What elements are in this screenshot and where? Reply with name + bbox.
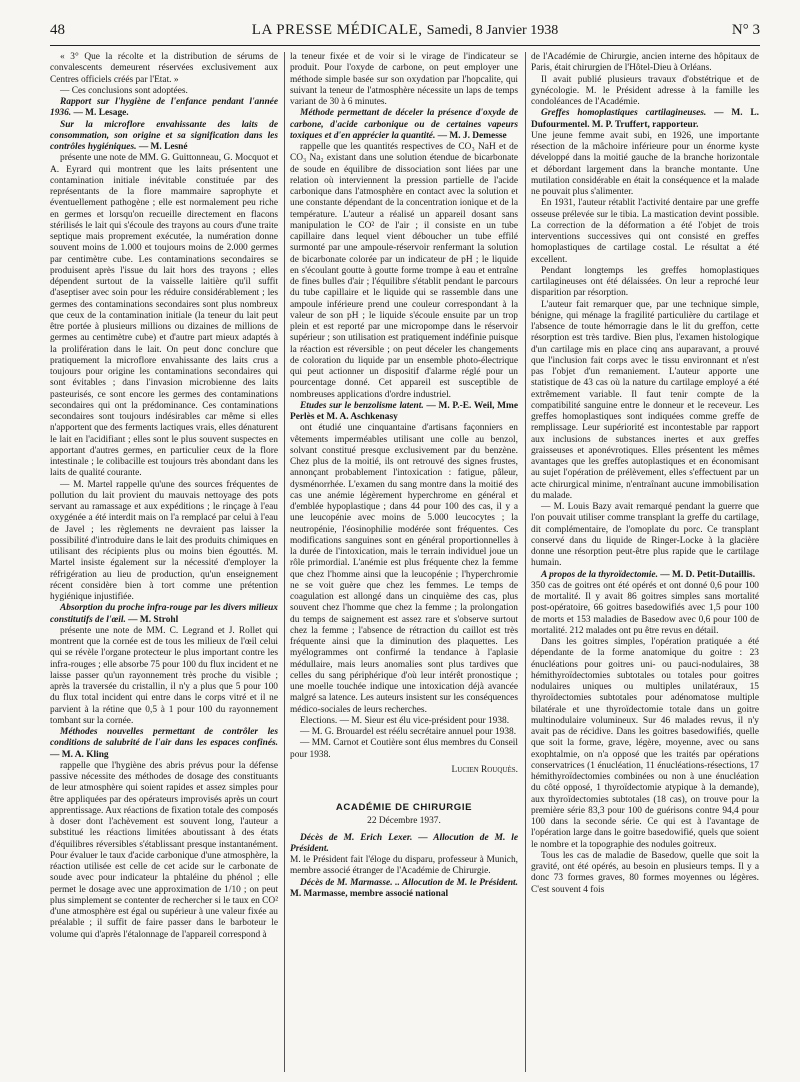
- paragraph: présente une note de MM. G. Guittonneau, G. Mocquot et A. Eyrard qui montrent que les laits présentent une contamination initiale inévitable constituée par des représentants de la flore mammaire saprophyte et éventuellement pathogène ; elle est normalement peu riche en germes et lorsqu'on recueille directement en flacons stérilisés le lait qui s'écoule des trayons au cours d'une traite septique mais proprement exécutée, la numération donne souvent moins de 1.000 et toujours moins de 2.000 germes par centimètre cube. Les contaminations secondaires se produisent après l'issue du lait hors des trayons ; elles dépendent surtout de la vaisselle laitière qu'il suffit d'aseptiser avec soin pour les réduire considérablement ; les germes des contaminations secondaires sont plus nombreux que ceux de la contamination initiale (la teneur du lait peut être portée à plusieurs millions ou dizaines de millions de germes au centimètre cube) et d'autre part mieux adaptés à la prolifération dans le lait. On peut donc conclure que pratiquement la microflore envahissante des laits crus a toujours pour origine les contaminations secondaires qui sont évitables ; dans l'invasion microbienne des laits pasteurisés, ce sont encore les germes des contaminations secondaires qui ont la prédominance. Ces contaminations secondaires sont toujours indésirables car même si elles n'apportent que des ferments lactiques vrais, elles dénaturent le lait en l'acidifiant ; elles sont le plus souvent suspectes en apportant d'autres germes, en particulier ceux de la flore intestinale ; le colibacille est toujours très abondant dans les laits de qualité courante.: [50, 153, 278, 479]
- paragraph: — M. Louis Bazy avait remarqué pendant la guerre que l'on pouvait utiliser comme transplant la greffe du cartilage, dit complémentaire, de l'omoplate du porc. Ce transplant conservé dans du liquide de Ringer-Locke à la glacière donne une résorption peut-être plus rapide que le cartilage humain.: [531, 502, 759, 569]
- journal-name: LA PRESSE MÉDICALE,: [251, 22, 423, 38]
- article-author: — M. P.-E. Weil, Mme Perlès et M. A. Aschkenasy: [290, 400, 518, 422]
- article-heading: [531, 570, 759, 581]
- article-title: Méthode permettant de déceler la présence d'oxyde de carbone, d'acide carbonique ou de certaines vapeurs toxiques et d'en apprécier la quantité.: [290, 108, 518, 141]
- article-heading: [50, 727, 278, 761]
- section-date: 22 Décembre 1937.: [367, 816, 441, 827]
- article-title: Méthodes nouvelles permettant de contrôler les conditions de salubrité de l'air dans les espaces confinés.: [50, 727, 278, 749]
- article-title: Absorption du proche infra-rouge par les divers milieux constitutifs de l'œil.: [50, 603, 278, 625]
- paragraph: rappelle que les quantités respectives de CO₃ NaH et de CO₃ Na₂ existant dans une solution étendue de bicarbonate de soude en équilibre de dissociation sont liées par une relation où interviennent la pression partielle de l'acide carbonique dans l'atmosphère en contact avec la solution et une constante dépendant de la concentration ionique et de la température. L'auteur a réalisé un appareil dosant sans manipulation le CO² de l'air ; il consiste en un tube capillaire dans lequel vient déboucher un tube effilé surmonté par une ampoule-réservoir renfermant la solution de bicarbonate colorée par un indicateur de pH ; le liquide en s'écoulant goutte à goutte forme trompe à eau et entraîne de fines bulles d'air ; l'équilibre s'établit pendant le parcours du tube capillaire et le liquide qui se rassemble dans une ampoule inférieure prend une couleur correspondant à la valeur de son pH ; le liquide s'écoule ensuite par un trop plein et est reporté par une micropompe dans le réservoir supérieur ; son utilisation est pratiquement indéfinie puisque la réaction est réversible ; on peut déceler les changements de coloration du liquide par un ensemble photo-électrique qui peut actionner un dispositif d'alarme réglé pour un pourcentage donné. Cet appareil est susceptible de nombreuses applications d'ordre industriel.: [290, 142, 518, 400]
- column-divider: [284, 52, 285, 1072]
- article-heading: [290, 108, 518, 142]
- article-heading: [290, 878, 518, 901]
- paragraph: rappelle que l'hygiène des abris prévus pour la défense passive nécessite des méthodes de dosage des constituants de leur atmosphère qui soient rapides et assez simples pour être appliquées par des opérateurs improvisés après un court apprentissage. Aux réactions de fixation totale des composés à doser dont l'achèvement est souvent long, l'auteur a substitué les réactions limitées aboutissant à des états d'équilibres réversibles s'établissant presque instantanément. Pour évaluer le taux d'acide carbonique d'une atmosphère, la réaction utilisée est celle de cet acide sur le carbonate de soude avec pour indicateur la phtaléine du phénol ; elle permet le dosage avec une approximation de 1/10 ; on peut plus simplement se contenter de rechercher si le taux en CO² d'une atmosphère est égal ou supérieur à une valeur fixée au préalable ; il suffit de faire passer dans le barboteur le volume qui d'après l'étalonnage de l'appareil correspond à: [50, 760, 278, 940]
- column-divider: [525, 52, 526, 1072]
- article-heading: [50, 120, 278, 154]
- issue-number: N° 3: [731, 22, 760, 38]
- section-heading: ACADÉMIE DE CHIRURGIE: [335, 802, 473, 813]
- article-heading: [50, 603, 278, 626]
- paragraph: — Ces conclusions sont adoptées.: [60, 85, 188, 96]
- paragraph: — MM. Carnot et Coutière sont élus membres du Conseil pour 1938.: [290, 738, 518, 760]
- article-title: A propos de la thyroïdectomie.: [541, 569, 658, 580]
- paragraph: Une jeune femme avait subi, en 1926, une importante résection de la mâchoire inférieure pour un énorme kyste développé dans la moitié gauche de la branche horizontale et débordant largement dans la branche montante. Une mutilation considérable en était la conséquence et la malade ne pouvait plus s'alimenter.: [531, 130, 759, 197]
- column-left: [50, 52, 278, 941]
- journal-title-line: [50, 22, 760, 39]
- paragraph: Il avait publié plusieurs travaux d'obstétrique et de gynécologie. M. le Président adresse à la famille les condoléances de l'Académie.: [531, 74, 759, 107]
- article-author: — M. J. Demesse: [435, 130, 507, 141]
- article-title: Décès de M. Marmasse. .. Allocution de M. le Président.: [300, 877, 518, 888]
- paragraph: Tous les cas de maladie de Basedow, quelle que soit la gravité, ont été opérés, au besoin en plusieurs temps. Il y a donc 73 formes graves, 80 formes moyennes ou légères. C'est souvent 4 fois: [531, 850, 759, 895]
- article-author: — M. Strohl: [125, 614, 179, 625]
- running-header: [50, 22, 760, 44]
- paragraph: Pendant longtemps les greffes homoplastiques cartilagineuses ont été délaissées. On leur a reproché leur disparition par résorption.: [531, 265, 759, 299]
- article-title: Etudes sur le benzolisme latent.: [300, 400, 424, 411]
- article-title: Greffes homoplastiques cartilagineuses.: [541, 108, 707, 119]
- article-author: — M. Lesage.: [71, 108, 129, 119]
- column-right: [531, 52, 759, 896]
- paragraph: — M. Martel rappelle qu'une des sources fréquentes de pollution du lait provient du mauvais nettoyage des pots servant au ramassage et aux expéditions ; le rinçage à l'eau oxygénée a été interdit mais on l'a remplacé par celui à l'eau de Javel ; les règlements ne devraient pas laisser la possibilité d'introduire dans le lait des produits chimiques en utilisant des récipients plus ou moins bien égouttés. M. Martel insiste également sur la nécessité d'employer la réfrigération au lieu de production, qu'un enseignement récent considère bien à tort comme une prétention hygiénique injustifiée.: [50, 479, 278, 602]
- paragraph: L'auteur fait remarquer que, par une technique simple, bénigne, qui ménage la fragilité particulière du cartilage et l'absence de toute hémorragie dans le lit du greffon, cette résorption est très tardive. Bien plus, l'examen histologique d'un cartilage mis en place cinq ans auparavant, a prouvé que l'inclusion fait corps avec le tissu environnant et n'est pas l'objet d'un remaniement. L'auteur apporte une statistique de 43 cas où la nature du cartilage employé a été extrêmement variable. Il faut tenir compte de la compatibilité sanguine entre le donneur et le receveur. Les greffes homoplastiques sont indiquées comme greffe de remplissage. Leur supériorité est incontestable par rapport aux inclusions de substances inertes et aux greffes graisseuses et aponévrotiques. Elles présentent les mêmes avantages que les greffes autoplastiques et en économisant au sujet l'opération de prélèvement, elles s'effectuent par un acte chirurgical minime, n'entraînant aucune immobilisation du malade.: [531, 299, 759, 501]
- article-heading: [50, 97, 278, 120]
- paragraph: M. le Président fait l'éloge du disparu, professeur à Munich, membre associé étranger de l'Académie de Chirurgie.: [290, 855, 518, 877]
- signature: Lucien Rouquès.: [451, 764, 518, 775]
- article-author: — M. D. Petit-Dutaillis.: [657, 569, 756, 580]
- paragraph: « 3° Que la récolte et la distribution de sérums de convalescents demeurent réservées exclusivement aux Centres officiels créés par l'Etat. »: [50, 52, 278, 85]
- article-author: — M. Lesné: [136, 142, 188, 152]
- article-heading: [531, 108, 759, 131]
- article-title: Rapport sur l'hygiène de l'enfance pendant l'année 1936.: [50, 97, 278, 119]
- paragraph: présente une note de MM. C. Legrand et J. Rollet qui montrent que la cornée est de tous les milieux de l'œil celui qui se révèle l'organe protecteur le plus important contre les infra-rouges ; elle absorbe 75 pour 100 du flux incident et ne laisse passer qu'un rayonnement très proche du visible ; après la traversée du cristallin, il n'y a plus que 5 pour 100 du flux total incident qui entre dans le corps vitré et il ne parvient à la rétine que 0,5 à 1 pour 100 du rayonnement tombant sur la cornée.: [50, 625, 278, 726]
- page-number: 48: [50, 22, 65, 38]
- paragraph: la teneur fixée et de voir si le virage de l'indicateur se produit. Pour l'oxyde de carbone, on peut employer une méthode simple basée sur son oxydation par l'hopcalite, qui suivant la teneur de l'atmosphère nécessite un laps de temps variant de 30 à 6 minutes.: [290, 52, 518, 107]
- article-author: — M. L. Dufourmentel. M. P. Truffert, rapporteur.: [531, 108, 759, 130]
- issue-date: Samedi, 8 Janvier 1938: [426, 23, 559, 38]
- paragraph: Elections. — M. Sieur est élu vice-président pour 1938.: [300, 715, 510, 726]
- header-rule: [50, 45, 760, 46]
- column-middle: [290, 52, 518, 900]
- article-heading: [290, 401, 518, 424]
- paragraph: ont étudié une cinquantaine d'artisans façonniers en vêtements imperméables utilisant une colle au benzol, solvant constitué presque exclusivement par du benzène. Chez plus de la moitié, ils ont retrouvé des signes frustes, annonçant probablement l'intoxication : fatigue, pâleur, dysménorrhée. L'examen du sang montre dans la moitié des cas une anémie légèrement hyperchrome en général et d'emblée hypoplastique ; dans 44 pour 100 des cas, il y a une leucopénie avec moins de 5.000 leucocytes ; la neutropénie, l'éosinophilie modérée sont fréquentes. Ces modifications sanguines sont en général proportionnelles à la durée de l'intoxication, mais le terrain individuel joue un rôle primordial. L'anémie est plus fréquente chez la femme que chez l'homme ainsi que la leucopénie ; l'hyperchromie ne se voit guère que chez les femmes. Le temps de coagulation est allongé dans un cinquième des cas, plus souvent chez l'homme que chez la femme ; la prolongation du temps de saignement est assez rare et s'observe surtout chez la femme ; l'absence de rétraction du caillot est très fréquente ainsi que la diminution des plaquettes. Les myélogrammes ont confirmé la tendance à l'aplasie médullaire, mais leurs anomalies sont plus tardives que celles du sang périphérique d'où leur intérêt pronostique ; une moelle touchée indique une intoxication déjà avancée malgré sa latence. Les auteurs insistent sur les conséquences médico-sociales de leurs recherches.: [290, 423, 518, 715]
- paragraph: — M. G. Brouardel est réélu secrétaire annuel pour 1938.: [300, 727, 517, 737]
- paragraph: Dans les goitres simples, l'opération pratiquée a été dépendante de la forme anatomique du goitre : 23 énucléations pour goitres uni- ou pauci-nodulaires, 38 hémithyroïdectomies subtotales ou totales pour goitres nodulaires uniques ou multiples unilatéraux, 15 thyroïdectomies subtotales pour adénomatose multiple bilatérale et une thyroïdectomie totale dans un goitre multinodulaire volumineux. Sur 46 malades revus, il n'y avait pas de récidive. Dans les goitres basedowifiés, quelle que soit la forme, grave, légère, moyenne, avec ou sans exophtalmie, on n'a opposé que les traités par opérations conservatrices (1 énucléation, 11 énucléations-résections, 17 hémithyroïdectomies combinées ou non à une énucléation du côté opposé, 1 thyroïdectomie atypique à la demande), aux thyroïdectomies subtotales (18 cas), on trouve pour la première série 83,3 pour 100 de guérisons contre 94,4 pour 100 dans la seconde série. Ce qui est à l'avantage de l'opération large dans le goitre basedowifié, quels que soient le nombre et la topographie des nodules goitreux.: [531, 637, 759, 850]
- paragraph: 350 cas de goitres ont été opérés et ont donné 0,6 pour 100 de mortalité. Il y avait 86 goitres simples sans mortalité post-opératoire, 66 goitres basedowifiés avec 1,5 pour 100 de morts et 153 maladies de Basedow avec 0,6 pour 100 de mortalité. 212 malades ont pu être revus en détail.: [531, 580, 759, 636]
- paragraph: En 1931, l'auteur rétablit l'activité dentaire par une greffe osseuse prélevée sur le tibia. La mastication devint possible. La correction de la déformation a été l'objet de trois interventions successives qui ont consisté en greffes homoplastiques de cartilage costal. Le résultat a été excellent.: [531, 198, 759, 265]
- article-author: M. Marmasse, membre associé national: [290, 888, 449, 899]
- article-title: Sur la microflore envahissante des laits de consommation, son origine et sa signification dans les contrôles hygiéniques.: [50, 119, 278, 152]
- paragraph: de l'Académie de Chirurgie, ancien interne des hôpitaux de Paris, était chirurgien de l'Hôtel-Dieu à Orléans.: [531, 52, 759, 74]
- article-heading: [290, 833, 518, 856]
- article-title: Décès de M. Erich Lexer. — Allocution de M. le Président.: [290, 832, 518, 854]
- article-author: — M. A. Kling: [50, 749, 109, 760]
